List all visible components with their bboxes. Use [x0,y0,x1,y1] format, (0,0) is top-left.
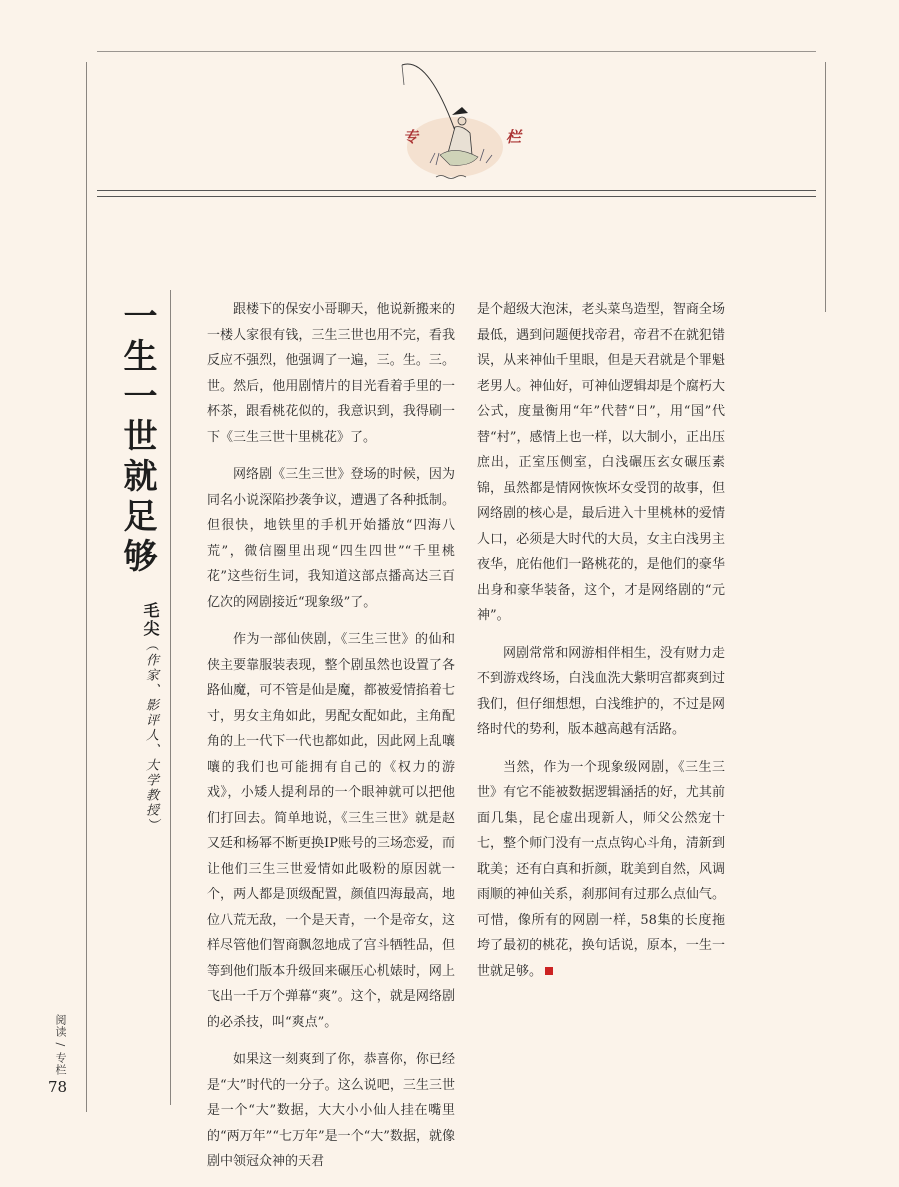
left-frame-line [86,62,87,1112]
end-mark-icon [545,967,553,975]
right-frame-line [825,62,826,312]
title-divider [170,290,171,1105]
paragraph: 网剧常常和网游相伴相生，没有财力走不到游戏终场，白浅血洗大紫明宫都爽到过我们，但仔细想想，白浅维护的，不过是网络时代的势利，版本越高越有活路。 [477,645,725,737]
article-title: 一生一世就足够 [117,298,157,578]
author-name: 毛尖 [141,602,160,638]
text-column-1 [207,297,455,1187]
paragraph: 作为一部仙侠剧，《三生三世》的仙和侠主要靠服装表现，整个剧虽然也设置了各路仙魔，可不管是仙是魔，都被爱情掐着七寸，男女主角如此，男配女配如此，主角配角的上一代下一代也都如此，因此网上乱嚷嚷的我们也可能拥有自己的《权力的游戏》，小矮人提利昂的一个眼神就可以把他们打回去。简单地说，《三生三世》就是赵又廷和杨幂不断更换IP账号的三场恋爱，而让他们三生三世爱情如此吸粉的原因就一个，两人都是顶级配置，颜值四海最高，地位八荒无敌，一个是天青，一个是帝女，这样尽管他们智商飘忽地成了宫斗牺牲品，但等到他们版本升级回来碾压心机婊时，网上飞出一千万个弹幕“爽”。这个，就是网络剧的必杀技，叫“爽点”。 [207,632,455,1030]
paragraph: 如果这一刻爽到了你，恭喜你，你已经是“大”时代的一分子。这么说吧，三生三世是一个“大”数据，大大小小仙人挂在嘴里的“两万年”“七万年”是一个“大”数据，就像剧中领冠众神的天君 [207,1052,455,1169]
column-tag-part1: 专 [403,128,419,146]
author-bio: （作家、影评人、大学教授） [143,638,158,833]
paragraph-text: 当然，作为一个现象级网剧，《三生三世》有它不能被数据逻辑涵括的好，尤其前面几集，昆仑虚出现新人，师父公然宠十七，整个师门没有一点点钩心斗角，清新到耽美；还有白真和折颜，耽美到自然，风调雨顺的神仙关系，刹那间有过那么点仙气。可惜，像所有的网剧一样，58集的长度拖垮了最初的桃花，换句话说，原本，一生一世就足够。 [477,759,725,979]
text-column-2 [477,297,725,996]
fisherman-illustration [400,55,510,185]
column-tag-part2: 栏 [506,128,522,146]
header-top-rule [97,51,816,52]
paragraph-final [477,755,725,985]
section-label: 阅读 / 专栏 [54,1014,67,1076]
paragraph: 网络剧《三生三世》登场的时候，因为同名小说深陷抄袭争议，遭遇了各种抵制。但很快，地铁里的手机开始播放“四海八荒”，微信圈里出现“四生四世”“千里桃花”这些衍生词，我知道这部点播高达三百亿次的网剧接近“现象级”了。 [207,467,455,610]
header-bottom-rule [97,190,816,191]
paragraph: 跟楼下的保安小哥聊天，他说新搬来的一楼人家很有钱，三生三世也用不完，看我反应不强烈，他强调了一遍，三。生。三。世。然后，他用剧情片的目光看着手里的一杯茶，跟看桃花似的，我意识到，我得刷一下《三生三世十里桃花》了。 [207,302,455,445]
paragraph: 是个超级大泡沫，老头菜鸟造型，智商全场最低，遇到问题便找帝君，帝君不在就犯错误，从来神仙千里眼，但是天君就是个罪魁老男人。神仙好，可神仙逻辑却是个腐朽大公式，度量衡用“年”代替“日”，用“国”代替“村”，感情上也一样，以大制小，正出压庶出，正室压侧室，白浅碾压玄女碾压素锦，虽然都是情网恢恢坏女受罚的故事，但网络剧的核心是，最后进入十里桃林的爱情人口，必须是大时代的大员，女主白浅男主夜华，庇佑他们一路桃花的，是他们的豪华出身和豪华装备，这个，才是网络剧的“元神”。 [477,302,725,623]
header-bottom-rule-double [97,196,816,197]
page-number: 78 [48,1078,68,1096]
author-block [122,602,162,833]
